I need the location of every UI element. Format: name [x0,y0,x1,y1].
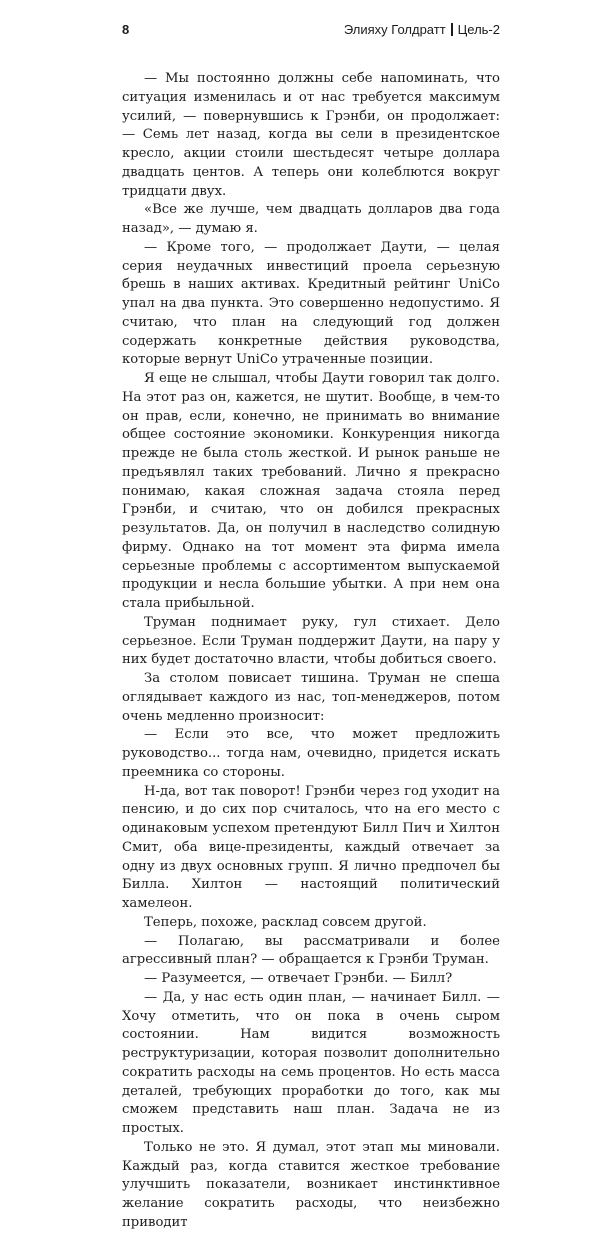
running-head [344,22,500,37]
paragraph: За столом повисает тишина. Труман не спеша оглядывает каждого из нас, топ-менеджеров, потом очень медленно произносит: [122,671,500,724]
paragraph: Только не это. Я думал, этот этап мы миновали. Каждый раз, когда ставится жесткое требование улучшить показатели, возникает инстинктивное желание сократить расходы, что неизбежно приводит [122,1139,500,1230]
page-header [122,22,500,42]
book-title: Цель-2 [457,22,500,37]
paragraph: Теперь, похоже, расклад совсем другой. [144,914,427,930]
paragraph: Я еще не слышал, чтобы Даути говорил так долго. На этот раз он, кажется, не шутит. Вообще, в чем-то он прав, если, конечно, не принимать во внимание общее состояние экономики. Конкуренция никогда прежде не была столь жесткой. И рынок раньше не предъявлял таких требований. Лично я прекрасно понимаю, какая сложная задача стояла перед Грэнби, и считаю, что он добился прекрасных результатов. Да, он получил в наследство солидную фирму. Однако на тот момент эта фирма имела серьезные проблемы с ассортиментом выпускаемой продукции и несла большие убытки. А при нем она стала прибыльной. [122,371,500,611]
paragraph: — Если это все, что может предложить руководство... тогда нам, очевидно, придется искать преемника со стороны. [122,727,500,780]
paragraph: — Да, у нас есть один план, — начинает Билл. — Хочу отметить, что он пока в очень сыром состоянии. Нам видится возможность реструктуризации, которая позволит дополнительно сократить расходы на семь процентов. Но есть масса деталей, требующих проработки до того, как мы сможем представить наш план. Задача не из простых. [122,989,500,1136]
header-separator [451,23,453,36]
paragraph: — Разумеется, — отвечает Грэнби. — Билл? [144,971,453,986]
author-name: Элияху Голдратт [343,22,446,37]
page-number: 8 [122,22,130,37]
paragraph: — Мы постоянно должны себе напоминать, что ситуация изменилась и от нас требуется максимум усилий, — повернувшись к Грэнби, он продолжает: — Семь лет назад, когда вы сели в президентское кресло, акции стоили шестьдесят четыре доллара двадцать центов. А теперь они колеблются вокруг тридцати двух. [122,71,500,199]
body-text [122,70,500,1233]
paragraph: «Все же лучше, чем двадцать долларов два года назад», — думаю я. [122,202,500,236]
paragraph: — Кроме того, — продолжает Даути, — целая серия неудачных инвестиций проела серьезную брешь в наших активах. Кредитный рейтинг UniCo упал на два пункта. Это совершенно недопустимо. Я считаю, что план на следующий год должен содержать конкретные действия руководства, которые вернут UniCo утраченные позиции. [122,239,500,368]
paragraph: — Полагаю, вы рассматривали и более агрессивный план? — обращается к Грэнби Труман. [122,933,500,968]
paragraph: Труман поднимает руку, гул стихает. Дело серьезное. Если Труман поддержит Даути, на пару у них будет достаточно власти, чтобы добиться своего. [122,614,500,668]
paragraph: Н-да, вот так поворот! Грэнби через год уходит на пенсию, и до сих пор считалось, что на его место с одинаковым успехом претендуют Билл Пич и Хилтон Смит, оба вице-президенты, каждый отвечает за одну из двух основных групп. Я лично предпочел бы Билла. Хилтон — настоящий политический хамелеон. [122,783,500,911]
